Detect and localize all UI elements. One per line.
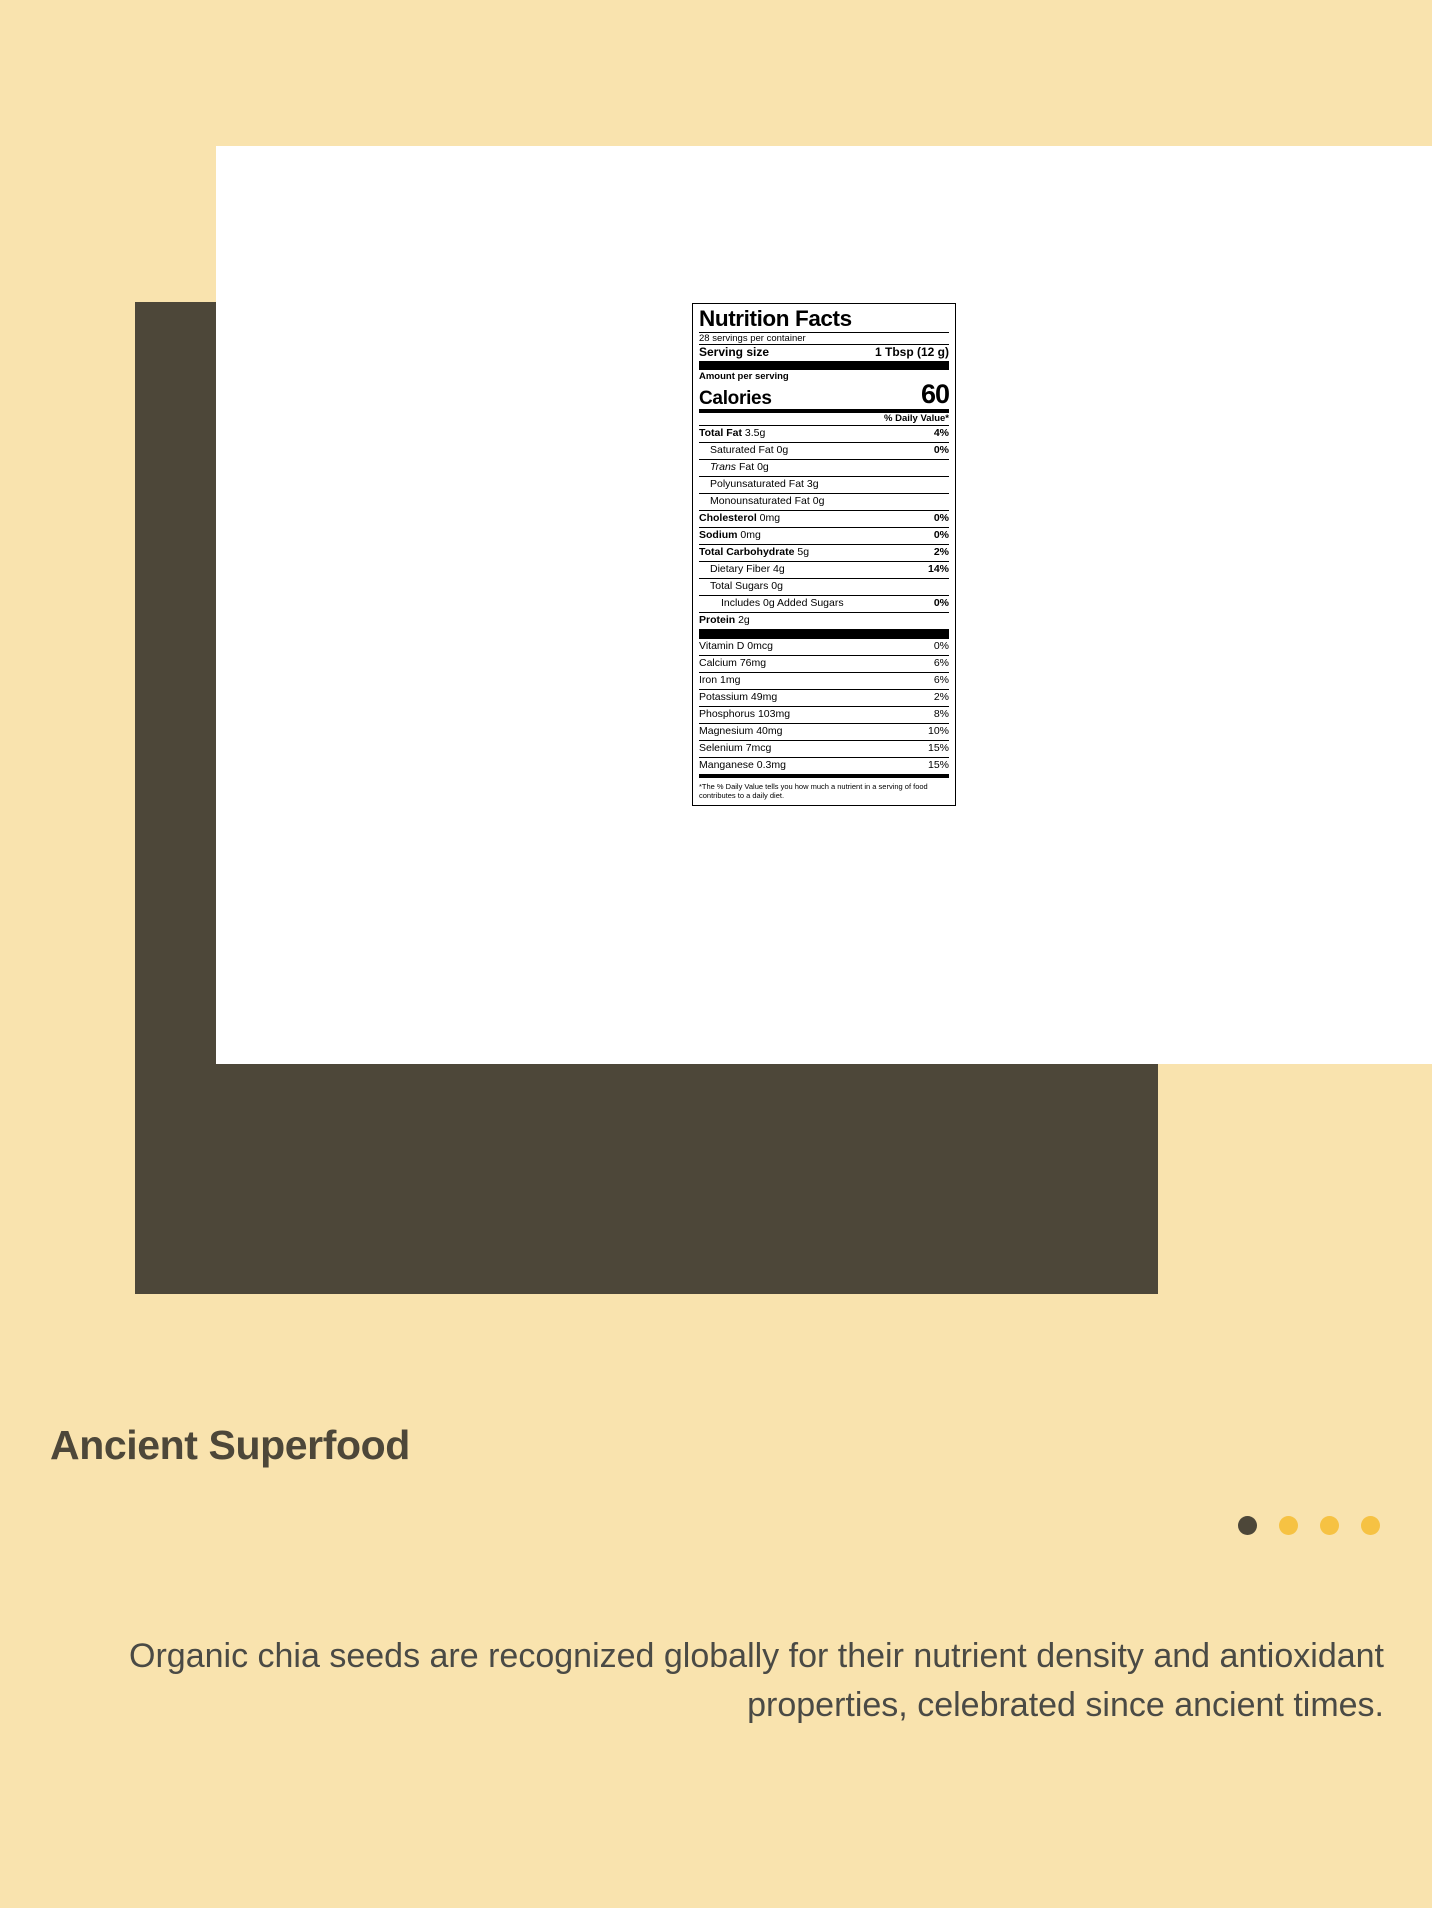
vitamin-name: Iron 1mg [699, 674, 741, 687]
nutrient-row [699, 494, 949, 510]
dot-3[interactable] [1320, 1516, 1339, 1535]
nutrient-name: Trans Fat 0g [710, 461, 769, 474]
calories-row [699, 379, 949, 410]
calories-label: Calories [699, 387, 772, 409]
vitamin-row [699, 724, 949, 740]
vitamin-daily-value: 8% [933, 708, 949, 721]
vitamin-row [699, 690, 949, 706]
vitamin-daily-value: 6% [933, 657, 949, 670]
amount-per-serving-label: Amount per serving [699, 371, 789, 383]
vitamin-row [699, 639, 949, 655]
body-copy: Organic chia seeds are recognized globally for their nutrient density and antioxidant properties, celebrated since ancient times. [129, 1637, 1384, 1725]
serving-size-value: 1 Tbsp (12 g) [874, 345, 949, 360]
nutrient-rows [699, 426, 949, 630]
vitamin-row [699, 707, 949, 723]
nutrient-name: Total Fat 3.5g [699, 427, 766, 440]
nutrient-row [699, 579, 949, 595]
nutrient-daily-value: 0% [933, 512, 949, 525]
calories-value: 60 [920, 379, 949, 410]
nutrient-row [699, 511, 949, 527]
servings-per-container: 28 servings per container [699, 332, 806, 344]
vitamin-daily-value: 6% [933, 674, 949, 687]
nutrition-facts-title: Nutrition Facts [699, 306, 852, 331]
vitamin-daily-value: 0% [933, 640, 949, 653]
nutrient-row [699, 545, 949, 561]
nutrient-row [699, 613, 949, 629]
nutrient-daily-value: 2% [933, 546, 949, 559]
pagination-dots[interactable] [1238, 1516, 1380, 1535]
vitamin-name: Vitamin D 0mcg [699, 640, 773, 653]
vitamin-name: Magnesium 40mg [699, 725, 783, 738]
nutrient-row [699, 460, 949, 476]
nutrient-row [699, 562, 949, 578]
vitamin-daily-value: 15% [927, 759, 949, 772]
vitamin-daily-value: 15% [927, 742, 949, 755]
vitamin-daily-value: 2% [933, 691, 949, 704]
nutrient-row [699, 426, 949, 442]
nutrient-name: Total Carbohydrate 5g [699, 546, 810, 559]
nutrient-row [699, 596, 949, 612]
nutrient-daily-value: 14% [927, 563, 949, 576]
nutrition-footnote: *The % Daily Value tells you how much a nutrient in a serving of food contributes to a daily diet. [699, 781, 928, 801]
vitamin-daily-value: 10% [927, 725, 949, 738]
nutrient-daily-value: 0% [933, 444, 949, 457]
serving-size-label: Serving size [699, 345, 770, 360]
nutrient-daily-value: 4% [933, 427, 949, 440]
vitamin-row [699, 741, 949, 757]
nutrient-daily-value: 0% [933, 529, 949, 542]
vitamin-name: Potassium 49mg [699, 691, 778, 704]
dot-2[interactable] [1279, 1516, 1298, 1535]
vitamin-name: Selenium 7mcg [699, 742, 772, 755]
nutrient-name: Includes 0g Added Sugars [721, 597, 844, 610]
daily-value-header: % Daily Value* [884, 412, 949, 424]
vitamin-row [699, 673, 949, 689]
nutrient-name: Cholesterol 0mg [699, 512, 781, 525]
nutrient-name: Protein 2g [699, 614, 750, 627]
nutrient-row [699, 528, 949, 544]
nutrient-name: Polyunsaturated Fat 3g [710, 478, 819, 491]
dot-4[interactable] [1361, 1516, 1380, 1535]
vitamin-rows [699, 639, 949, 774]
vitamin-row [699, 656, 949, 672]
nutrient-daily-value: 0% [933, 597, 949, 610]
nutrient-name: Sodium 0mg [699, 529, 761, 542]
page-title: Ancient Superfood [50, 1422, 410, 1468]
vitamin-row [699, 758, 949, 774]
nutrient-name: Monounsaturated Fat 0g [710, 495, 825, 508]
nutrient-row [699, 443, 949, 459]
vitamin-name: Calcium 76mg [699, 657, 767, 670]
nutrient-row [699, 477, 949, 493]
nutrient-name: Dietary Fiber 4g [710, 563, 785, 576]
nutrient-name: Total Sugars 0g [710, 580, 783, 593]
nutrition-facts-label [692, 303, 956, 806]
vitamin-name: Phosphorus 103mg [699, 708, 791, 721]
dot-active[interactable] [1238, 1516, 1257, 1535]
vitamin-name: Manganese 0.3mg [699, 759, 786, 772]
serving-size-row [699, 345, 949, 361]
nutrient-name: Saturated Fat 0g [710, 444, 789, 457]
